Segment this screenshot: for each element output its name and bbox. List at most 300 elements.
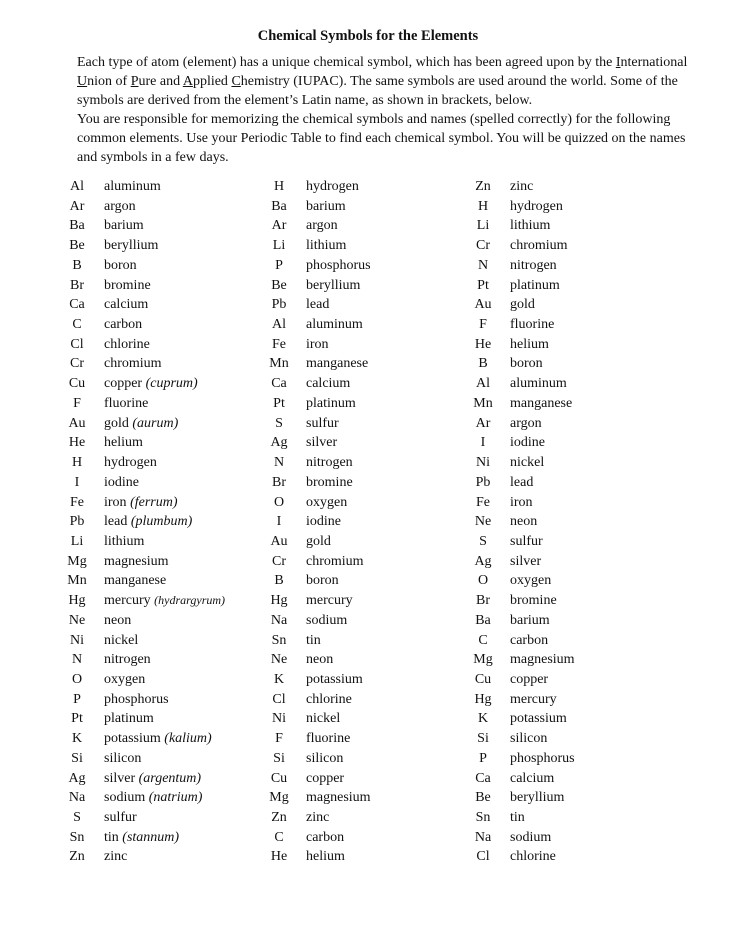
element-name bbox=[104, 729, 212, 749]
element-row bbox=[56, 847, 256, 867]
element-row bbox=[462, 473, 662, 493]
element-symbol: Li bbox=[70, 533, 84, 549]
element-symbol: C bbox=[478, 632, 488, 648]
element-row bbox=[462, 571, 662, 591]
element-row bbox=[56, 512, 256, 532]
element-symbol: Ba bbox=[475, 612, 491, 628]
element-symbol: N bbox=[71, 652, 83, 668]
element-name-text: lead bbox=[306, 297, 330, 313]
element-name-text: copper bbox=[306, 770, 345, 786]
element-name bbox=[510, 177, 533, 197]
element-name-text: platinum bbox=[104, 711, 154, 727]
element-row bbox=[56, 315, 256, 335]
element-name bbox=[510, 354, 543, 374]
element-row bbox=[258, 808, 458, 828]
element-row bbox=[258, 473, 458, 493]
element-name bbox=[104, 256, 137, 276]
element-row bbox=[56, 808, 256, 828]
element-name bbox=[104, 847, 127, 867]
element-name-text: carbon bbox=[510, 632, 549, 648]
element-row bbox=[462, 690, 662, 710]
element-row bbox=[56, 788, 256, 808]
element-row bbox=[56, 177, 256, 197]
element-name bbox=[306, 414, 339, 434]
element-symbol: B bbox=[478, 356, 488, 372]
element-name bbox=[510, 256, 557, 276]
element-name bbox=[510, 374, 567, 394]
element-symbol: Mg bbox=[473, 652, 493, 668]
element-name bbox=[104, 394, 148, 414]
element-name-text: chromium bbox=[510, 238, 568, 254]
element-name bbox=[510, 709, 567, 729]
element-symbol: Zn bbox=[69, 849, 85, 865]
element-symbol: Ni bbox=[476, 455, 490, 471]
element-name bbox=[510, 276, 560, 296]
element-name bbox=[510, 295, 535, 315]
element-name bbox=[306, 552, 364, 572]
element-symbol: N bbox=[273, 455, 285, 471]
element-name-text: boron bbox=[104, 257, 137, 273]
element-name-text: potassium bbox=[510, 711, 567, 727]
element-symbol: He bbox=[474, 336, 492, 352]
element-symbol: Br bbox=[272, 474, 286, 490]
element-symbol: H bbox=[477, 198, 489, 214]
element-symbol: O bbox=[273, 494, 285, 510]
element-row bbox=[56, 335, 256, 355]
element-name-text: fluorine bbox=[104, 395, 149, 411]
element-name-text: silver bbox=[510, 553, 542, 569]
element-symbol: N bbox=[477, 257, 489, 273]
element-name bbox=[306, 276, 360, 296]
element-name-text: sodium bbox=[510, 829, 552, 845]
element-row bbox=[462, 512, 662, 532]
element-name bbox=[306, 788, 371, 808]
element-name-text: potassium bbox=[306, 671, 363, 687]
element-name-text: mercury bbox=[104, 593, 151, 609]
element-row bbox=[258, 177, 458, 197]
element-row bbox=[258, 512, 458, 532]
element-name-text: copper bbox=[510, 671, 549, 687]
element-symbol: Ar bbox=[69, 198, 85, 214]
element-name bbox=[306, 709, 340, 729]
element-row bbox=[258, 591, 458, 611]
element-name-text: silver bbox=[306, 435, 338, 451]
element-row bbox=[258, 493, 458, 513]
intro-text: pplied bbox=[192, 74, 232, 89]
element-symbol: Li bbox=[272, 238, 286, 254]
element-name bbox=[306, 295, 329, 315]
element-symbol: Be bbox=[69, 238, 85, 254]
element-symbol: Pt bbox=[273, 395, 285, 411]
element-symbol: Cl bbox=[476, 849, 490, 865]
element-name bbox=[306, 374, 350, 394]
element-name bbox=[306, 769, 344, 789]
element-row bbox=[258, 670, 458, 690]
element-name bbox=[104, 552, 169, 572]
element-row bbox=[462, 315, 662, 335]
element-symbol: P bbox=[479, 750, 487, 766]
element-symbol: He bbox=[68, 435, 86, 451]
latin-name: (natrium) bbox=[148, 790, 203, 806]
element-name bbox=[306, 453, 353, 473]
element-name-text: hydrogen bbox=[510, 198, 563, 214]
element-symbol: Pb bbox=[475, 474, 491, 490]
element-symbol: P bbox=[275, 257, 283, 273]
element-symbol: Si bbox=[71, 750, 83, 766]
element-symbol: Ba bbox=[69, 218, 85, 234]
element-name-text: boron bbox=[510, 356, 543, 372]
element-name-text: sodium bbox=[104, 790, 146, 806]
element-name bbox=[510, 808, 525, 828]
element-name bbox=[306, 315, 363, 335]
element-name-text: calcium bbox=[306, 376, 351, 392]
element-name-text: barium bbox=[104, 218, 144, 234]
element-symbol: Cu bbox=[474, 671, 492, 687]
element-name bbox=[510, 847, 556, 867]
element-name-text: oxygen bbox=[510, 573, 552, 589]
intro-paragraph bbox=[77, 53, 689, 110]
element-name-text: sulfur bbox=[510, 533, 543, 549]
element-row bbox=[258, 374, 458, 394]
element-row bbox=[462, 433, 662, 453]
element-symbol: S bbox=[275, 415, 283, 431]
element-symbol: Sn bbox=[271, 632, 287, 648]
element-name bbox=[306, 828, 344, 848]
element-name bbox=[306, 847, 345, 867]
element-symbol: Ar bbox=[271, 218, 287, 234]
element-name-text: nitrogen bbox=[510, 257, 557, 273]
element-symbol: Si bbox=[477, 731, 489, 747]
element-symbol: Ca bbox=[475, 770, 491, 786]
element-name-text: nitrogen bbox=[104, 652, 151, 668]
element-name bbox=[306, 749, 343, 769]
element-row bbox=[258, 394, 458, 414]
element-row bbox=[56, 216, 256, 236]
element-name bbox=[104, 216, 144, 236]
element-row bbox=[258, 532, 458, 552]
element-name-text: fluorine bbox=[510, 317, 555, 333]
element-name bbox=[104, 591, 225, 611]
element-symbol: Au bbox=[270, 533, 288, 549]
element-row bbox=[56, 532, 256, 552]
element-symbol: Fe bbox=[70, 494, 84, 510]
element-name-text: iron bbox=[510, 494, 533, 510]
element-symbol: Li bbox=[476, 218, 490, 234]
element-row bbox=[258, 552, 458, 572]
element-name-text: magnesium bbox=[306, 790, 371, 806]
element-row bbox=[258, 788, 458, 808]
latin-name: (aurum) bbox=[132, 415, 179, 431]
element-symbol: Pb bbox=[69, 514, 85, 530]
element-row bbox=[258, 828, 458, 848]
element-row bbox=[462, 532, 662, 552]
element-name bbox=[510, 473, 533, 493]
element-name bbox=[510, 828, 551, 848]
element-symbol: K bbox=[477, 711, 489, 727]
element-name bbox=[306, 197, 346, 217]
element-name bbox=[510, 769, 554, 789]
element-name bbox=[306, 611, 347, 631]
element-name-text: neon bbox=[510, 514, 538, 530]
element-name-text: platinum bbox=[306, 395, 356, 411]
element-name bbox=[510, 670, 548, 690]
element-symbol: Cl bbox=[70, 336, 84, 352]
element-name-text: iodine bbox=[510, 435, 545, 451]
element-row bbox=[462, 197, 662, 217]
element-name bbox=[104, 276, 151, 296]
element-name-text: magnesium bbox=[104, 553, 169, 569]
element-name bbox=[104, 650, 151, 670]
element-row bbox=[258, 315, 458, 335]
element-name bbox=[306, 571, 339, 591]
element-symbol: Pb bbox=[271, 297, 287, 313]
element-name-text: carbon bbox=[306, 829, 345, 845]
element-symbol: Pt bbox=[477, 277, 489, 293]
element-name-text: barium bbox=[510, 612, 550, 628]
element-name bbox=[510, 650, 575, 670]
element-symbol: Fe bbox=[476, 494, 490, 510]
element-symbol: C bbox=[274, 829, 284, 845]
element-row bbox=[462, 788, 662, 808]
element-symbol: Ni bbox=[70, 632, 84, 648]
element-row bbox=[462, 591, 662, 611]
element-row bbox=[462, 709, 662, 729]
element-symbol: Zn bbox=[271, 810, 287, 825]
element-name-text: helium bbox=[510, 336, 549, 352]
element-symbol: Al bbox=[476, 376, 490, 392]
element-name bbox=[306, 236, 346, 256]
element-row bbox=[56, 354, 256, 374]
element-name-text: aluminum bbox=[306, 317, 363, 333]
intro-text: hemistry (IUPAC). The same symbols are used around the world. Some of the symbols are derived from the element’s Latin name, as shown in brackets, below. bbox=[77, 74, 678, 108]
element-row bbox=[258, 295, 458, 315]
element-row bbox=[56, 433, 256, 453]
latin-name: (ferrum) bbox=[130, 494, 178, 510]
element-symbol: Ag bbox=[474, 553, 492, 569]
element-name bbox=[104, 749, 141, 769]
element-symbol: Cl bbox=[272, 691, 286, 707]
element-row bbox=[56, 256, 256, 276]
element-symbol: Cr bbox=[70, 356, 84, 372]
element-symbol: Cr bbox=[476, 238, 490, 254]
element-name-text: nickel bbox=[306, 711, 341, 727]
element-name bbox=[104, 493, 178, 513]
element-name bbox=[306, 493, 347, 513]
element-symbol: P bbox=[73, 691, 81, 707]
element-symbol: Na bbox=[474, 829, 492, 845]
element-name-text: nickel bbox=[510, 455, 545, 471]
element-name-text: chlorine bbox=[306, 691, 352, 707]
element-name bbox=[104, 631, 138, 651]
element-row bbox=[462, 769, 662, 789]
intro-underlined-initial: A bbox=[182, 74, 193, 89]
element-name-text: lithium bbox=[306, 238, 347, 254]
element-name-text: nickel bbox=[104, 632, 139, 648]
element-name-text: gold bbox=[510, 297, 535, 313]
element-name bbox=[510, 552, 541, 572]
element-symbol: C bbox=[72, 317, 82, 333]
element-symbol: Au bbox=[474, 297, 492, 313]
element-name bbox=[306, 650, 333, 670]
element-name bbox=[104, 788, 202, 808]
element-name bbox=[104, 828, 179, 848]
element-name bbox=[104, 236, 158, 256]
element-name bbox=[104, 473, 139, 493]
element-row bbox=[258, 216, 458, 236]
element-symbol: O bbox=[71, 671, 83, 687]
element-row bbox=[462, 394, 662, 414]
element-column-3 bbox=[462, 177, 662, 867]
element-row bbox=[462, 493, 662, 513]
element-row bbox=[56, 394, 256, 414]
element-name bbox=[104, 690, 169, 710]
element-name bbox=[104, 808, 137, 828]
element-column-1 bbox=[56, 177, 256, 867]
element-symbol: Mg bbox=[67, 553, 87, 569]
element-name bbox=[104, 354, 162, 374]
element-symbol: Ag bbox=[270, 435, 288, 451]
element-name-text: nitrogen bbox=[306, 455, 353, 471]
element-name bbox=[104, 532, 144, 552]
element-name-text: beryllium bbox=[104, 238, 159, 254]
element-name bbox=[510, 591, 557, 611]
element-name-text: lead bbox=[510, 474, 534, 490]
element-name bbox=[306, 591, 353, 611]
element-symbol: F bbox=[479, 317, 487, 333]
element-name-text: potassium bbox=[104, 731, 161, 747]
element-name-text: chlorine bbox=[104, 336, 150, 352]
element-row bbox=[258, 769, 458, 789]
latin-name: (argentum) bbox=[138, 770, 202, 786]
element-symbol: B bbox=[72, 257, 82, 273]
element-row bbox=[56, 611, 256, 631]
element-row bbox=[462, 256, 662, 276]
element-name bbox=[104, 453, 157, 473]
element-row bbox=[462, 847, 662, 867]
element-name-text: beryllium bbox=[306, 277, 361, 293]
element-symbol: F bbox=[73, 395, 81, 411]
element-symbol: Br bbox=[476, 593, 490, 609]
element-name bbox=[306, 256, 371, 276]
element-symbol: O bbox=[477, 573, 489, 589]
element-symbol: S bbox=[73, 810, 81, 825]
intro-text: Each type of atom (element) has a unique chemical symbol, which has been agreed upon by the bbox=[77, 55, 616, 70]
element-symbol: Ni bbox=[272, 711, 286, 727]
element-name-text: sodium bbox=[306, 612, 348, 628]
element-name-text: beryllium bbox=[510, 790, 565, 806]
element-symbol: Ne bbox=[270, 652, 288, 668]
element-symbol: Mn bbox=[269, 356, 289, 372]
element-name bbox=[510, 197, 563, 217]
element-name-text: lead bbox=[104, 514, 128, 530]
element-row bbox=[462, 216, 662, 236]
intro-text: nternational bbox=[620, 55, 688, 70]
element-symbol: Mn bbox=[473, 395, 493, 411]
element-name bbox=[306, 808, 329, 828]
element-name bbox=[510, 788, 564, 808]
latin-name: (stannum) bbox=[122, 829, 180, 845]
element-symbol: Ba bbox=[271, 198, 287, 214]
element-name-text: iodine bbox=[104, 474, 139, 490]
element-name-text: oxygen bbox=[104, 671, 146, 687]
element-name bbox=[306, 394, 356, 414]
element-row bbox=[56, 295, 256, 315]
element-symbol: S bbox=[479, 533, 487, 549]
element-row bbox=[56, 276, 256, 296]
element-row bbox=[258, 433, 458, 453]
element-symbol: Hg bbox=[474, 691, 492, 707]
element-symbol: Mn bbox=[67, 573, 87, 589]
element-name-text: bromine bbox=[104, 277, 151, 293]
element-name-text: lithium bbox=[104, 533, 145, 549]
element-symbol: B bbox=[274, 573, 284, 589]
element-row bbox=[258, 650, 458, 670]
element-row bbox=[258, 690, 458, 710]
element-name-text: sulfur bbox=[306, 415, 339, 431]
element-row bbox=[56, 236, 256, 256]
intro-text: ure and bbox=[138, 74, 183, 89]
element-name bbox=[510, 236, 568, 256]
element-row bbox=[56, 571, 256, 591]
element-name-text: gold bbox=[104, 415, 129, 431]
element-name-text: hydrogen bbox=[104, 455, 157, 471]
element-name-text: magnesium bbox=[510, 652, 575, 668]
element-name bbox=[306, 729, 350, 749]
element-row bbox=[462, 828, 662, 848]
element-row bbox=[462, 808, 662, 828]
element-row bbox=[258, 611, 458, 631]
element-name bbox=[306, 512, 341, 532]
element-name-text: iron bbox=[104, 494, 127, 510]
element-name bbox=[510, 749, 575, 769]
element-symbol: Al bbox=[272, 317, 286, 333]
element-symbol: F bbox=[275, 731, 283, 747]
element-name-text: neon bbox=[306, 652, 334, 668]
element-name-text: argon bbox=[510, 415, 542, 431]
instructions-paragraph: You are responsible for memorizing the chemical symbols and names (spelled correctly) for the following common elements. Use your Periodic Table to find each chemical symbol. You will be quizzed on the names and symbols in a few days. bbox=[77, 112, 686, 165]
element-row bbox=[462, 295, 662, 315]
element-name-text: carbon bbox=[104, 317, 143, 333]
element-name bbox=[510, 414, 542, 434]
element-symbol: I bbox=[276, 514, 282, 530]
element-name bbox=[510, 631, 548, 651]
element-name bbox=[510, 611, 550, 631]
intro-underlined-initial: P bbox=[130, 74, 139, 89]
element-name-text: calcium bbox=[510, 770, 555, 786]
element-name-text: phosphorus bbox=[306, 257, 371, 273]
element-row bbox=[56, 493, 256, 513]
element-name bbox=[306, 216, 338, 236]
element-row bbox=[56, 552, 256, 572]
element-name-text: mercury bbox=[306, 593, 353, 609]
element-name bbox=[510, 335, 549, 355]
element-name-text: bromine bbox=[306, 474, 353, 490]
intro-underlined-initial: U bbox=[77, 74, 88, 89]
element-name bbox=[104, 670, 145, 690]
element-name-text: sulfur bbox=[104, 810, 137, 825]
element-name-text: oxygen bbox=[306, 494, 348, 510]
element-row bbox=[56, 631, 256, 651]
element-row bbox=[56, 650, 256, 670]
element-symbol: He bbox=[270, 849, 288, 865]
element-name bbox=[510, 433, 545, 453]
element-name bbox=[510, 532, 543, 552]
element-name-text: argon bbox=[306, 218, 338, 234]
element-row bbox=[462, 749, 662, 769]
element-symbol: Hg bbox=[270, 593, 288, 609]
element-symbol: Zn bbox=[475, 179, 491, 194]
element-name-text: tin bbox=[306, 632, 321, 648]
